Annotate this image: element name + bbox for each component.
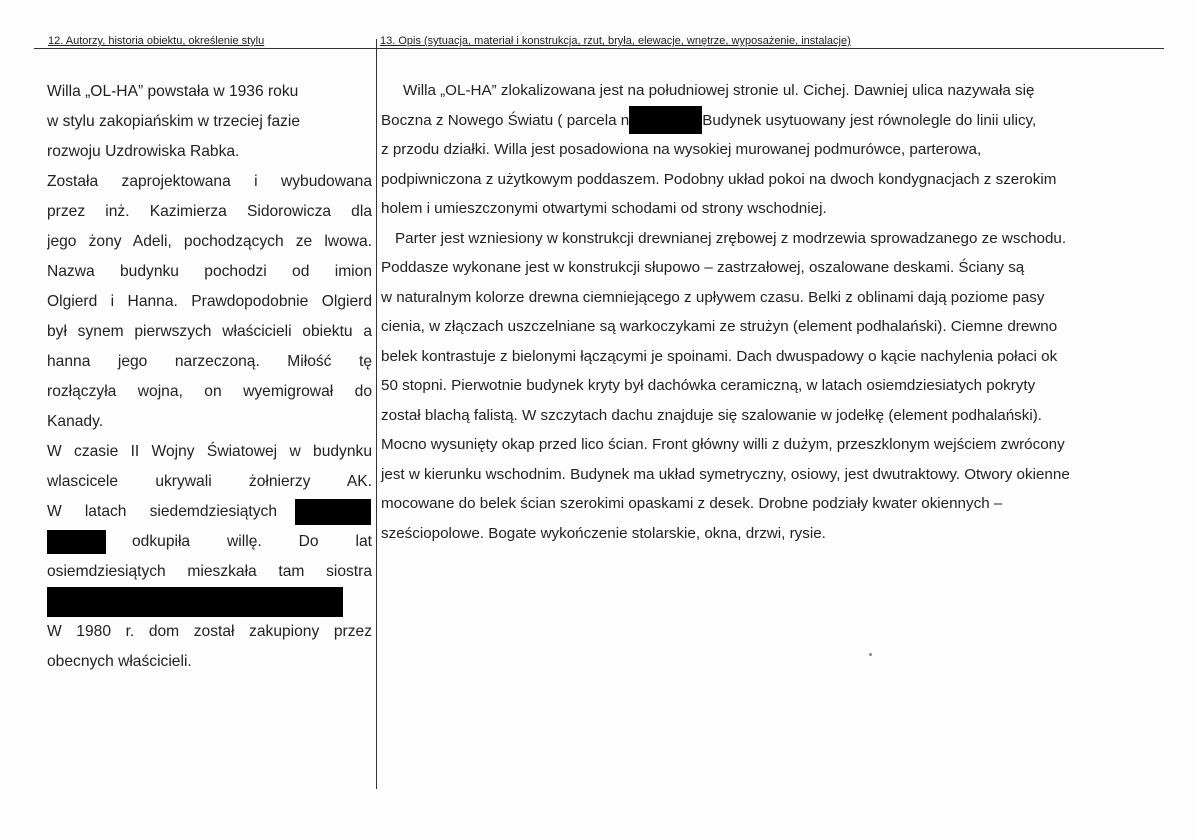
redaction-block: [629, 106, 702, 134]
text-line: Kanady.: [47, 413, 104, 430]
text-line: Willa „OL-HA” zlokalizowana jest na południowej stronie ul. Cichej. Dawniej ulica nazywała się: [403, 82, 1035, 99]
text-line: W czasie II Wojny Światowej w budynku: [47, 443, 372, 460]
text-line: W 1980 r. dom został zakupiony przez: [47, 623, 372, 640]
text-line: Została zaprojektowana i wybudowana: [47, 173, 372, 190]
section-13-header: 13. Opis (sytuacja, materiał i konstrukcja, rzut, bryła, elewacje, wnętrze, wyposażenie, instalacje): [380, 35, 851, 47]
redaction-block: [47, 530, 106, 554]
text-line: osiemdziesiątych mieszkała tam siostra: [47, 563, 372, 580]
text-line: w stylu zakopiańskim w trzeciej fazie: [47, 113, 301, 130]
text-line: holem i umieszczonymi otwartymi schodami od strony wschodniej.: [381, 200, 827, 217]
text-line: Nazwa budynku pochodzi od imion: [47, 263, 372, 280]
text-line: jest w kierunku wschodnim. Budynek ma układ symetryczny, osiowy, jest dwutraktowy. Otwory okienne: [381, 465, 1070, 483]
text-line: z przodu działki. Willa jest posadowiona na wysokiej murowanej podmurówce, parterowa,: [381, 141, 982, 158]
description-text: [381, 76, 1161, 548]
history-text: [47, 77, 372, 677]
text-line: mocowane do belek ścian szerokimi opaskami z desek. Drobne podziały kwater okiennych –: [381, 495, 1003, 512]
scan-speck: [869, 653, 872, 656]
text-line: Poddasze wykonane jest w konstrukcji słupowo – zastrzałowej, oszalowane deskami. Ściany są: [381, 259, 1025, 276]
text-line: jego żony Adeli, pochodzących ze lwowa.: [47, 233, 372, 250]
text-line: wlascicele ukrywali żołnierzy AK.: [47, 473, 372, 490]
text-line: podpiwniczona z użytkowym poddaszem. Podobny układ pokoi na dwoch kondygnacjach z szerokim: [381, 170, 1057, 188]
text-line: cienia, w złączach uszczelniane są warkoczykami ze strużyn (element podhalański). Ciemne drewno: [381, 318, 1058, 335]
text-line: w naturalnym kolorze drewna ciemniejącego z upływem czasu. Belki z oblinami dają poziome pasy: [381, 288, 1045, 306]
header-rule: [34, 48, 1164, 49]
text-fragment: odkupiła willę. Do lat: [132, 533, 372, 550]
text-line: Willa „OL-HA” powstała w 1936 roku: [47, 83, 299, 100]
redaction-block: [47, 587, 343, 617]
text-line: Parter jest wzniesiony w konstrukcji drewnianej zrębowej z modrzewia sprowadzanego ze wschodu.: [395, 229, 1067, 247]
section-12-header: 12. Autorzy, historia obiektu, określenie stylu: [48, 35, 265, 47]
text-line: rozwoju Uzdrowiska Rabka.: [47, 143, 240, 160]
redaction-block: [295, 499, 371, 525]
text-line: belek kontrastuje z bielonymi łączącymi je spoinami. Dach dwuspadowy o kącie nachylenia połaci ok: [381, 347, 1058, 365]
text-line: 50 stopni. Pierwotnie budynek kryty był dachówka ceramiczną, w latach osiemdziesiatych pokryty: [381, 377, 1036, 394]
text-line: [47, 527, 372, 557]
text-line: przez inż. Kazimierza Sidorowicza dla: [47, 203, 372, 220]
column-divider: [376, 39, 377, 789]
text-line: hanna jego narzeczoną. Miłość tę: [47, 353, 372, 370]
text-line: [47, 587, 372, 617]
text-fragment: Budynek usytuowany jest równolegle do linii ulicy,: [702, 111, 1037, 129]
text-fragment: Boczna z Nowego Światu ( parcela n: [381, 111, 630, 129]
text-line: został blachą falistą. W szczytach dachu znajduje się szalowanie w jodełkę (element podhalański).: [381, 406, 1042, 424]
text-line: był synem pierwszych właścicieli obiektu a: [47, 323, 372, 340]
text-line: sześciopolowe. Bogate wykończenie stolarskie, okna, drzwi, rysie.: [381, 524, 826, 542]
text-fragment: W latach siedemdziesiątych: [47, 503, 277, 520]
text-line: Olgierd i Hanna. Prawdopodobnie Olgierd: [47, 293, 372, 310]
text-line: rozłączyła wojna, on wyemigrował do: [47, 383, 372, 400]
text-line: [47, 497, 372, 527]
text-line: [381, 106, 1161, 136]
text-line: obecnych właścicieli.: [47, 653, 192, 670]
text-line: Mocno wysunięty okap przed lico ścian. Front główny willi z dużym, przeszklonym wejściem zwrócony: [381, 436, 1065, 453]
